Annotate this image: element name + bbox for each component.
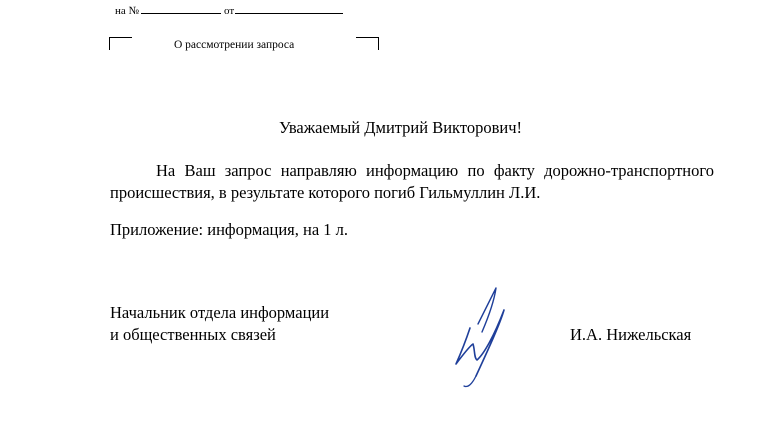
subject-line: О рассмотрении запроса [174, 39, 295, 51]
body-paragraph: На Ваш запрос направляю информацию по факту дорожно-транспортного происшествия, в результате которого погиб Гильмуллин Л.И. [110, 161, 714, 202]
subject-bracket-right [356, 37, 379, 50]
date-prefix: от [224, 5, 235, 17]
position-line-2: и общественных связей [110, 325, 276, 344]
signatory-position [110, 302, 329, 346]
position-line-1: Начальник отдела информации [110, 303, 330, 322]
signatory-name: И.А. Нижельская [570, 325, 692, 344]
number-blank [141, 2, 221, 14]
date-blank [235, 2, 343, 14]
reference-line [115, 2, 343, 18]
signature-stroke-tail [464, 376, 476, 387]
handwritten-signature [440, 280, 530, 390]
attachment-note: Приложение: информация, на 1 л. [110, 220, 349, 239]
subject-bracket-left [109, 37, 132, 50]
signature-stroke-top [478, 288, 496, 332]
number-prefix: на № [115, 5, 140, 17]
greeting: Уважаемый Дмитрий Викторович! [279, 118, 523, 137]
